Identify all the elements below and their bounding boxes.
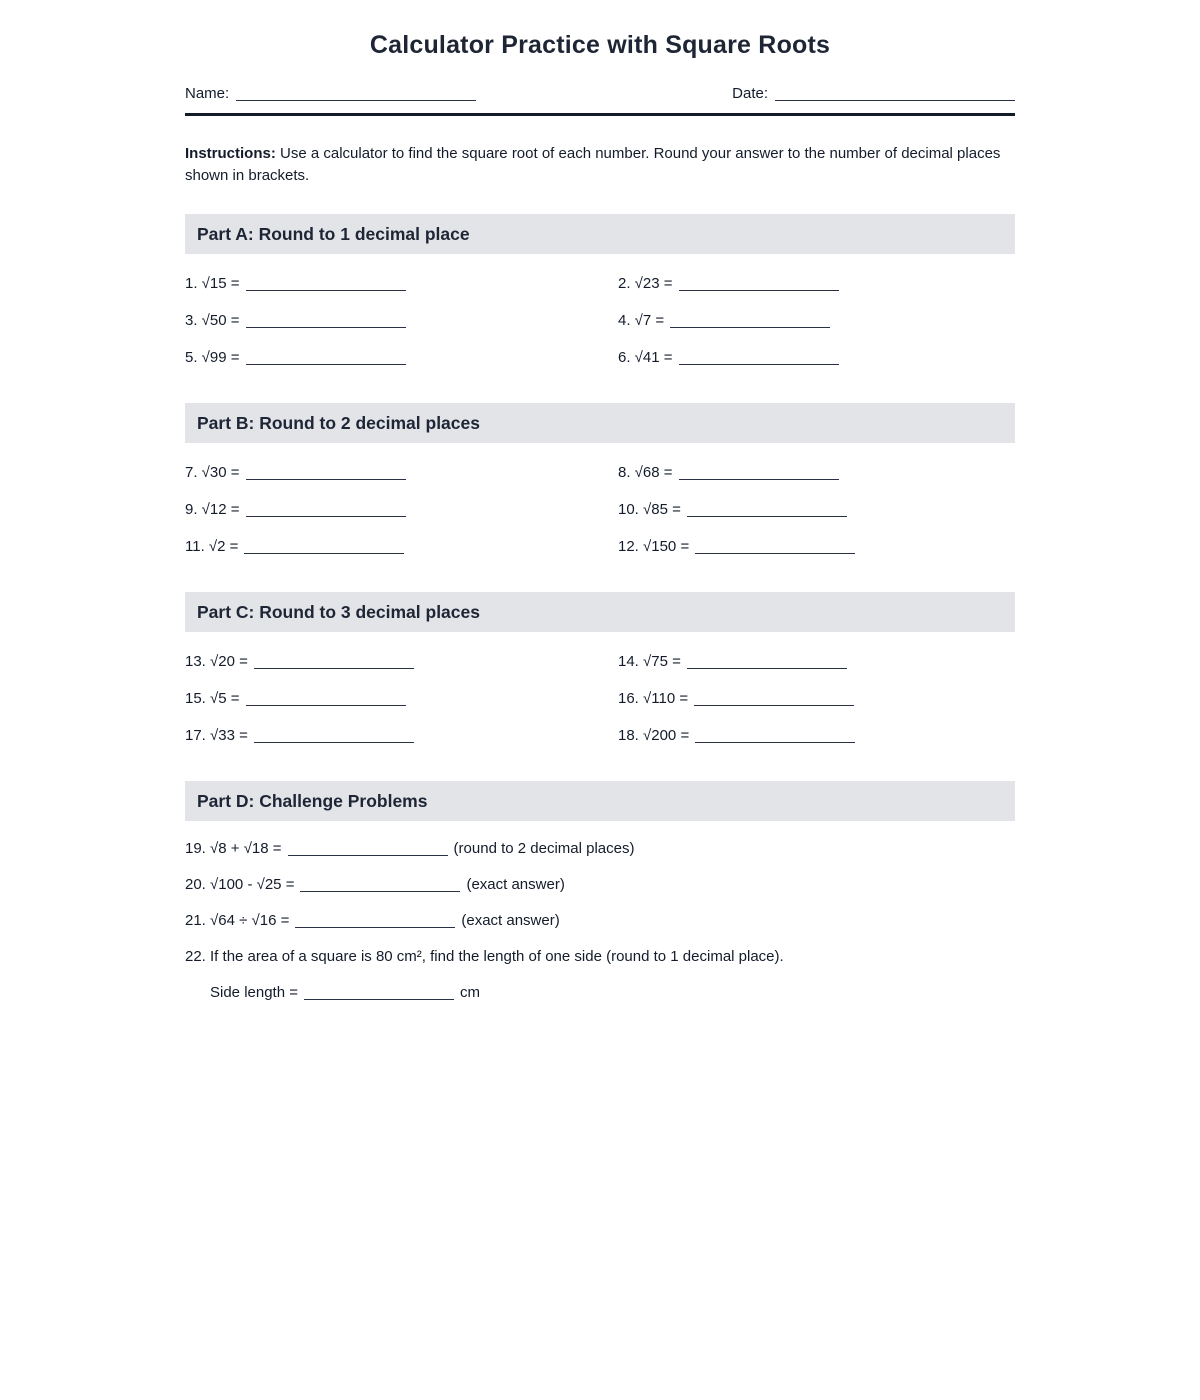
section-part-a [185, 214, 1015, 376]
problem-label: 16. √110 = [618, 690, 689, 707]
problem-item [185, 302, 618, 339]
page-title: Calculator Practice with Square Roots [369, 31, 831, 59]
side-length-unit: cm [460, 984, 480, 1001]
problem-label: 1. √15 = [185, 275, 240, 292]
answer-blank [254, 656, 414, 669]
challenge-note: (round to 2 decimal places) [453, 840, 635, 857]
problem-item [618, 302, 1015, 339]
challenge-note: (exact answer) [461, 912, 560, 929]
section-header-d: Part D: Challenge Problems [185, 781, 1015, 821]
answer-blank [679, 352, 839, 365]
problem-item [185, 680, 618, 717]
problem-label: 6. √41 = [618, 349, 673, 366]
answer-blank [246, 504, 406, 517]
answer-blank [246, 278, 406, 291]
section-part-b [185, 403, 1015, 565]
instructions [185, 143, 1015, 187]
answer-blank [670, 315, 830, 328]
answer-blank [687, 656, 847, 669]
date-blank [775, 88, 1015, 101]
challenge-item [185, 939, 1015, 975]
answer-blank [246, 352, 406, 365]
worksheet-page [185, 0, 1015, 1011]
problem-item [618, 643, 1015, 680]
problem-label: 5. √99 = [185, 349, 240, 366]
answer-blank [695, 541, 855, 554]
answer-blank [687, 504, 847, 517]
part-c-items [185, 632, 1015, 754]
problem-label: 4. √7 = [618, 312, 665, 329]
problem-label: 20. √100 - √25 = [185, 876, 295, 893]
section-header-c: Part C: Round to 3 decimal places [185, 592, 1015, 632]
problem-label: 19. √8 + √18 = [185, 840, 282, 857]
problem-label: 3. √50 = [185, 312, 240, 329]
problem-label: 14. √75 = [618, 653, 681, 670]
section-part-c [185, 592, 1015, 754]
problem-item [618, 528, 1015, 565]
answer-blank [679, 467, 839, 480]
name-label: Name: [185, 85, 230, 102]
problem-label: 12. √150 = [618, 538, 690, 555]
side-length-row [185, 975, 1015, 1011]
problem-item [185, 717, 618, 754]
problem-label: 10. √85 = [618, 501, 681, 518]
name-field-group [185, 85, 476, 102]
answer-blank [300, 879, 460, 892]
problem-label: 9. √12 = [185, 501, 240, 518]
problem-label: 18. √200 = [618, 727, 690, 744]
answer-blank [244, 541, 404, 554]
answer-blank [254, 730, 414, 743]
problem-label: 13. √20 = [185, 653, 248, 670]
problem-item [618, 491, 1015, 528]
problem-item [185, 528, 618, 565]
challenge-item [185, 831, 1015, 867]
challenge-note: (exact answer) [466, 876, 565, 893]
part-d-items [185, 821, 1015, 1011]
problem-item [618, 454, 1015, 491]
problem-label: 15. √5 = [185, 690, 240, 707]
challenge-item [185, 867, 1015, 903]
answer-blank [295, 915, 455, 928]
section-header-b: Part B: Round to 2 decimal places [185, 403, 1015, 443]
problem-label: 8. √68 = [618, 464, 673, 481]
problem-item [618, 265, 1015, 302]
answer-blank [246, 693, 406, 706]
part-b-items [185, 443, 1015, 565]
part-a-items [185, 254, 1015, 376]
challenge-item [185, 903, 1015, 939]
problem-item [185, 339, 618, 376]
answer-blank [288, 843, 448, 856]
name-blank [236, 88, 476, 101]
answer-blank [246, 315, 406, 328]
problem-label: 2. √23 = [618, 275, 673, 292]
side-length-blank [304, 987, 454, 1000]
name-date-row [185, 85, 1015, 116]
date-field-group [732, 85, 1015, 102]
instructions-text: Use a calculator to find the square root of each number. Round your answer to the number of decimal places shown in brackets. [185, 145, 1001, 184]
problem-label: 11. √2 = [185, 538, 239, 555]
side-length-label: Side length = [210, 984, 298, 1001]
problem-item [618, 680, 1015, 717]
problem-label: 22. If the area of a square is 80 cm², find the length of one side (round to 1 decimal place). [185, 948, 784, 965]
instructions-label: Instructions: [185, 145, 276, 162]
problem-item [185, 265, 618, 302]
answer-blank [694, 693, 854, 706]
answer-blank [679, 278, 839, 291]
section-header-a: Part A: Round to 1 decimal place [185, 214, 1015, 254]
answer-blank [246, 467, 406, 480]
section-part-d [185, 781, 1015, 1011]
problem-item [185, 454, 618, 491]
problem-item [185, 643, 618, 680]
problem-label: 21. √64 ÷ √16 = [185, 912, 290, 929]
problem-item [618, 339, 1015, 376]
date-label: Date: [732, 85, 768, 102]
problem-label: 17. √33 = [185, 727, 248, 744]
problem-label: 7. √30 = [185, 464, 240, 481]
answer-blank [695, 730, 855, 743]
problem-item [185, 491, 618, 528]
problem-item [618, 717, 1015, 754]
